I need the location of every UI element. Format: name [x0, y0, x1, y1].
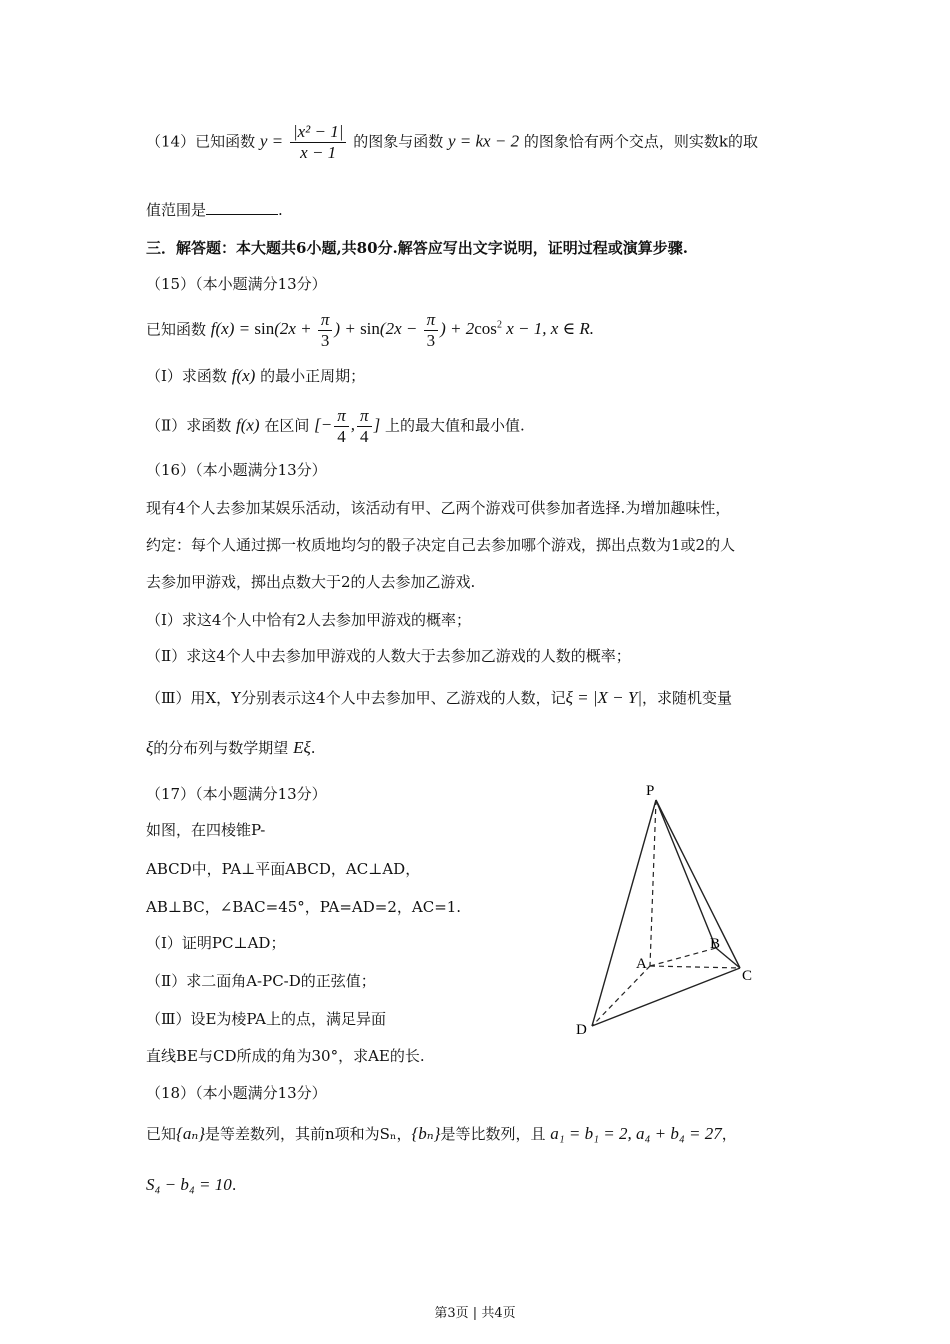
q18-mid1: 是等差数列，其前n项和为Sₙ， — [205, 1125, 412, 1143]
q14-line2 — [146, 200, 283, 220]
q18-an: {aₙ} — [176, 1124, 206, 1143]
q15-header: （15）（本小题满分13分） — [146, 275, 327, 293]
q16-p3: 去参加甲游戏，掷出点数大于2的人去参加乙游戏. — [146, 573, 476, 591]
q16-part3-line2 — [146, 738, 316, 758]
label-p: P — [646, 783, 655, 799]
q17-header: （17）（本小题满分13分） — [146, 785, 327, 803]
q15-part2 — [146, 406, 525, 447]
q16-part3-formula: ξ = |X − Y| — [565, 688, 643, 707]
q14-line1 — [146, 122, 758, 163]
label-b: B — [710, 936, 721, 952]
q14-y-eq: y = — [259, 131, 284, 151]
label-d: D — [576, 1022, 587, 1038]
q16-part1: （Ⅰ）求这4个人中恰有2人去参加甲游戏的概率； — [146, 611, 472, 629]
q18-mid2: 是等比数列，且 — [440, 1125, 546, 1143]
q16-p2: 约定：每个人通过掷一枚质地均匀的骰子决定自己去参加哪个游戏，掷出点数为1或2的人 — [146, 536, 736, 554]
q18-line2 — [146, 1175, 237, 1195]
q15-part2-post: 上的最大值和最小值. — [384, 416, 525, 435]
q15-part2-pre: （Ⅱ）求函数 — [146, 416, 232, 435]
q16-part3-pre: （Ⅲ）用X，Y分别表示这4个人中去参加甲、乙游戏的人数，记 — [146, 689, 566, 707]
q16-part3 — [146, 688, 732, 708]
q14-fraction — [290, 122, 346, 163]
q17-part3b: 直线BE与CD所成的角为30°，求AE的长. — [146, 1047, 425, 1065]
q18-comma: ， — [721, 1125, 737, 1143]
q18-cond: a₁ = b₁ = 2, a₄ + b₄ = 27 — [550, 1124, 722, 1143]
q14-prefix: （14）已知函数 — [146, 132, 256, 151]
edge-ab — [650, 948, 716, 966]
pyramid-figure — [560, 770, 780, 1050]
q15-formula: f(x) = sin(2x + $\frac{\pi}{3}$ ) + sin(2x − $\frac{\pi}{3}$ ) + $2\cos^2$ x − 1, x ∈ R. — [210, 310, 594, 350]
q14-frac-num: |x² − 1| — [290, 122, 346, 143]
q15-part1-fx: f(x) — [231, 366, 256, 385]
q16-expectation: Eξ — [293, 738, 311, 757]
q17-part3: （Ⅲ）设E为棱PA上的点，满足异面 — [146, 1010, 386, 1028]
q16-header: （16）（本小题满分13分） — [146, 461, 327, 479]
q17-l3: AB⊥BC，∠BAC=45°，PA=AD=2，AC=1. — [146, 898, 462, 916]
q14-mid: 的图象与函数 — [353, 132, 444, 151]
q16-p1: 现有4个人去参加某娱乐活动，该活动有甲、乙两个游戏可供参加者选择.为增加趣味性， — [146, 499, 731, 517]
q15-given-text: 已知函数 — [146, 320, 207, 339]
q14-func2: y = kx − 2 — [447, 131, 520, 151]
q18-header: （18）（本小题满分13分） — [146, 1084, 327, 1102]
edge-dc — [592, 968, 740, 1026]
edge-pb — [656, 800, 716, 948]
q17-l2: ABCD中，PA⊥平面ABCD，AC⊥AD， — [146, 860, 421, 878]
label-a: A — [636, 956, 647, 972]
q15-part1-pre: （Ⅰ）求函数 — [146, 367, 227, 385]
q18-period: . — [231, 1176, 237, 1194]
q16-part2: （Ⅱ）求这4个人中去参加甲游戏的人数大于去参加乙游戏的人数的概率； — [146, 647, 631, 665]
q18-line1 — [146, 1124, 737, 1144]
q15-part1 — [146, 366, 365, 386]
q15-interval: [− $\frac{\pi}{4}$ , $\frac{\pi}{4}$ ] — [314, 406, 381, 446]
edge-pc — [656, 800, 740, 968]
q14-line2-text: 值范围是 — [146, 201, 207, 219]
q18-pre: 已知 — [146, 1125, 177, 1143]
q18-line2-formula: S₄ − b₄ = 10 — [146, 1175, 232, 1194]
q14-period: . — [278, 201, 283, 219]
page-footer: 第3页 | 共4页 — [434, 1306, 516, 1321]
edge-pa — [650, 800, 656, 966]
q15-part2-mid: 在区间 — [264, 416, 310, 435]
edge-ac — [650, 966, 740, 968]
q14-suffix: 的图象恰有两个交点，则实数k的取 — [523, 132, 758, 151]
q15-part2-fx: f(x) — [235, 415, 260, 435]
answer-blank — [206, 200, 278, 215]
q16-part3-post: ，求随机变量 — [642, 689, 733, 707]
q17-part2: （Ⅱ）求二面角A-PC-D的正弦值； — [146, 972, 376, 990]
q16-part3-line2-text: 的分布列与数学期望 — [153, 739, 289, 757]
q16-period: . — [310, 739, 316, 757]
q15-given — [146, 310, 594, 351]
label-c: C — [742, 968, 753, 984]
section3-heading: 三．解答题：本大题共6小题,共80分.解答应写出文字说明，证明过程或演算步骤. — [146, 239, 688, 257]
q15-part1-post: 的最小正周期； — [260, 367, 366, 385]
q17-l1: 如图，在四棱锥P- — [146, 821, 266, 839]
q14-frac-den: x − 1 — [300, 143, 337, 162]
q17-part1: （Ⅰ）证明PC⊥AD； — [146, 934, 286, 952]
q18-bn: {bₙ} — [411, 1124, 441, 1143]
q16-xi: ξ — [146, 738, 154, 757]
